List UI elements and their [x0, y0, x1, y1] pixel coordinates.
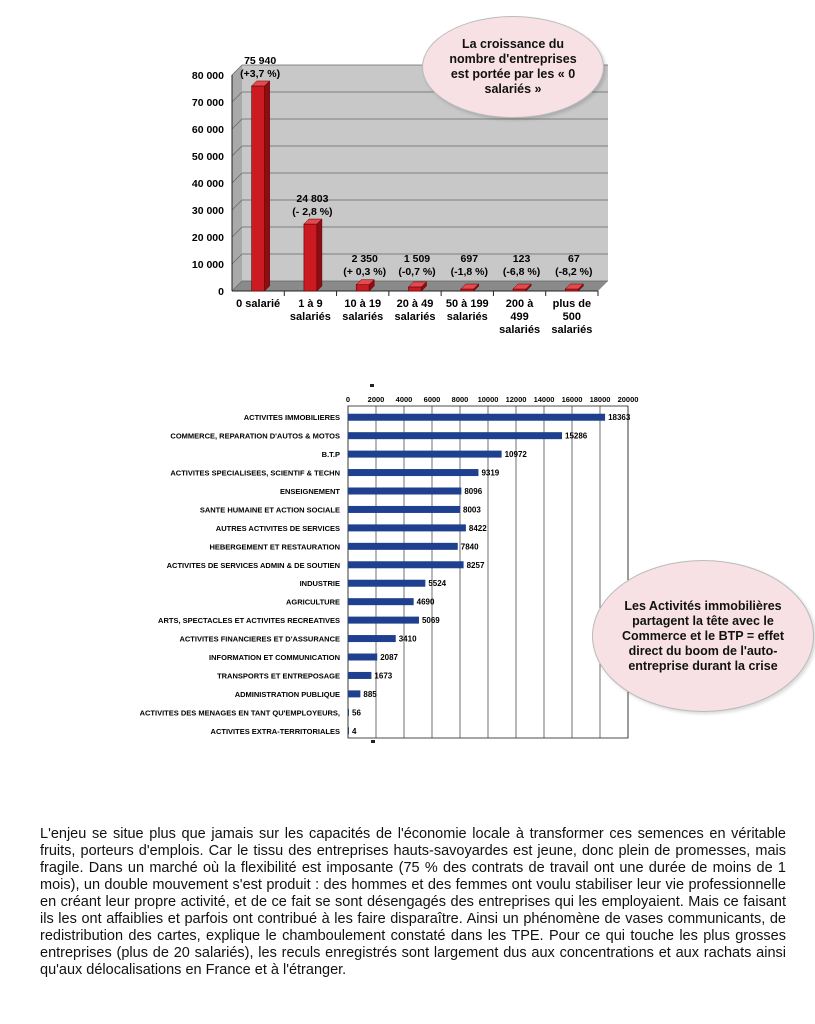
- x-tick-label: 14000: [533, 395, 555, 404]
- value-label: 5524: [428, 579, 447, 589]
- value-label: 18363: [608, 413, 631, 423]
- change-label: (-8,2 %): [555, 266, 593, 278]
- category-label: salariés: [342, 311, 384, 323]
- category-label: ACTIVITES DES MENAGES EN TANT QU'EMPLOYEURS,: [139, 708, 340, 718]
- bar: [348, 524, 466, 531]
- category-label: salariés: [289, 311, 331, 323]
- value-label: 4: [352, 726, 357, 736]
- marker-bottom: [371, 740, 375, 743]
- bar: [348, 617, 419, 624]
- bar: [356, 285, 369, 291]
- change-label: (+3,7 %): [240, 67, 281, 80]
- value-label: 3410: [398, 634, 417, 644]
- x-tick-label: 2000: [367, 395, 385, 404]
- category-label: INDUSTRIE: [299, 579, 340, 589]
- y-tick-label: 50 000: [191, 151, 224, 163]
- value-label: 10972: [504, 450, 527, 460]
- bar: [348, 414, 605, 421]
- category-label: ARTS, SPECTACLES ET ACTIVITES RECREATIVES: [158, 616, 340, 626]
- value-label: 9319: [481, 468, 500, 478]
- y-tick-label: 60 000: [191, 124, 224, 136]
- bar: [348, 635, 396, 642]
- change-label: (-1,8 %): [450, 266, 488, 278]
- category-label: 499: [510, 311, 529, 323]
- y-tick-label: 30 000: [191, 205, 224, 217]
- category-label: salariés: [446, 311, 488, 323]
- value-label: 67: [568, 253, 580, 265]
- category-label: salariés: [499, 324, 541, 336]
- body-paragraph: L'enjeu se situe plus que jamais sur les capacités de l'économie locale à transformer ces semences en véritable fruits, porteurs d'emplois. Car le tissu des entreprises hauts-savoyardes est jeune, donc plein de promesses, mais fragile. Dans un marché où la flexibilité est imposante (75 % des contrats de travail ont une durée de moins de 1 mois), un double mouvement s'est produit : des hommes et des femmes ont voulu stabiliser leur vie professionnelle en créant leur propre activité, et de ce fait se sont désengagés des entreprises qui les employaient. Mais ce faisant ils les ont affaiblies et parfois ont contribué à les faire disparaître. Ainsi un phénomène de vases communicants, de redistribution des cartes, explique le chamboulement constaté dans les TPE. Pour ce qui touche les plus grosses entreprises (plus de 20 salariés), les reculs enregistrés sont largement dus aux concentrations et aux rachats ainsi qu'aux délocalisations en France et à l'étranger.: [40, 826, 786, 978]
- y-tick-label: 40 000: [191, 178, 224, 190]
- value-label: 8257: [466, 560, 485, 570]
- value-label: 1 509: [403, 253, 431, 265]
- x-tick-label: 0: [345, 395, 351, 404]
- bar: [348, 598, 414, 605]
- category-label: AGRICULTURE: [285, 597, 340, 607]
- y-tick-label: 20 000: [191, 232, 224, 244]
- value-label: 24 803: [296, 193, 329, 206]
- value-label: 697: [460, 253, 479, 265]
- category-label: 50 à 199: [445, 298, 489, 310]
- bar: [348, 709, 349, 716]
- callout-bottom: [592, 560, 814, 712]
- bar: [348, 506, 460, 513]
- value-label: 15286: [565, 431, 588, 441]
- value-label: 56: [352, 708, 361, 718]
- x-tick-label: 12000: [505, 395, 527, 404]
- category-label: 500: [562, 311, 582, 323]
- bar: [461, 289, 474, 291]
- bar: [348, 561, 464, 568]
- category-label: ACTIVITES DE SERVICES ADMIN & DE SOUTIEN: [166, 560, 340, 570]
- category-label: ACTIVITES FINANCIERES ET D'ASSURANCE: [179, 634, 340, 644]
- value-label: 8003: [463, 505, 481, 515]
- bar: [348, 451, 502, 458]
- category-label: 200 à: [505, 298, 534, 310]
- category-label: plus de: [552, 298, 592, 310]
- bar: [348, 469, 478, 476]
- bar: [348, 672, 371, 679]
- category-label: 1 à 9: [298, 298, 323, 310]
- marker-top: [370, 384, 374, 387]
- y-tick-label: 0: [218, 286, 224, 298]
- category-label: SANTE HUMAINE ET ACTION SOCIALE: [199, 505, 340, 515]
- category-label: INFORMATION ET COMMUNICATION: [209, 653, 340, 662]
- bar: [513, 289, 526, 291]
- x-tick-label: 8000: [451, 395, 469, 404]
- x-tick-label: 16000: [561, 395, 583, 404]
- change-label: (+ 0,3 %): [343, 266, 387, 278]
- value-label: 2 350: [351, 253, 378, 265]
- category-label: ADMINISTRATION PUBLIQUE: [234, 689, 340, 699]
- x-tick-label: 20000: [617, 395, 639, 404]
- category-label: 0 salarié: [236, 298, 281, 310]
- callout-bottom-text: Les Activités immobilières partagent la tête avec le Commerce et le BTP = effet direct du boom de l'auto-entreprise durant la crise: [622, 598, 784, 673]
- value-label: 1673: [374, 671, 393, 681]
- bar: [348, 580, 425, 587]
- bar: [252, 86, 265, 291]
- change-label: (-0,7 %): [398, 266, 436, 278]
- category-label: AUTRES ACTIVITES DE SERVICES: [215, 523, 340, 533]
- category-label: HEBERGEMENT ET RESTAURATION: [209, 542, 340, 552]
- bar: [348, 690, 360, 697]
- category-label: 20 à 49: [396, 298, 434, 310]
- bar-side: [265, 81, 270, 291]
- category-label: ACTIVITES EXTRA-TERRITORIALES: [210, 726, 340, 736]
- category-label: salariés: [551, 324, 593, 336]
- x-tick-label: 10000: [477, 395, 499, 404]
- y-tick-label: 10 000: [191, 259, 224, 271]
- value-label: 2087: [380, 653, 399, 662]
- category-label: B.T.P: [321, 450, 340, 460]
- bar: [348, 488, 461, 495]
- category-label: 10 à 19: [344, 298, 382, 310]
- bar: [565, 289, 578, 291]
- bar: [348, 432, 562, 439]
- bar: [304, 224, 317, 291]
- value-label: 8422: [468, 523, 487, 533]
- value-label: 75 940: [244, 54, 277, 67]
- value-label: 4690: [416, 597, 435, 607]
- bar: [409, 287, 422, 291]
- change-label: (- 2,8 %): [292, 206, 333, 219]
- x-tick-label: 18000: [589, 395, 611, 404]
- category-label: ACTIVITES SPECIALISEES, SCIENTIF & TECHN: [170, 468, 340, 478]
- category-label: TRANSPORTS ET ENTREPOSAGE: [217, 671, 340, 681]
- change-label: (-6,8 %): [502, 266, 541, 278]
- x-tick-label: 4000: [395, 395, 413, 404]
- callout-top: [422, 16, 604, 118]
- category-label: ACTIVITES IMMOBILIERES: [243, 413, 340, 423]
- bar: [348, 654, 377, 661]
- bar: [348, 543, 458, 550]
- size-class-chart: [0, 0, 815, 370]
- bar: [348, 727, 349, 734]
- value-label: 5069: [421, 616, 440, 626]
- value-label: 8096: [464, 487, 483, 496]
- y-tick-label: 80 000: [191, 70, 224, 82]
- x-tick-label: 6000: [423, 395, 441, 404]
- value-label: 7840: [460, 542, 479, 552]
- category-label: salariés: [394, 311, 436, 323]
- callout-top-text: La croissance du nombre d'entreprises est portée par les « 0 salariés »: [449, 37, 577, 96]
- value-label: 123: [512, 253, 531, 265]
- value-label: 885: [363, 689, 377, 699]
- y-tick-label: 70 000: [191, 97, 224, 109]
- bar-side: [317, 219, 322, 291]
- category-label: COMMERCE, REPARATION D'AUTOS & MOTOS: [170, 431, 340, 441]
- category-label: ENSEIGNEMENT: [279, 487, 340, 496]
